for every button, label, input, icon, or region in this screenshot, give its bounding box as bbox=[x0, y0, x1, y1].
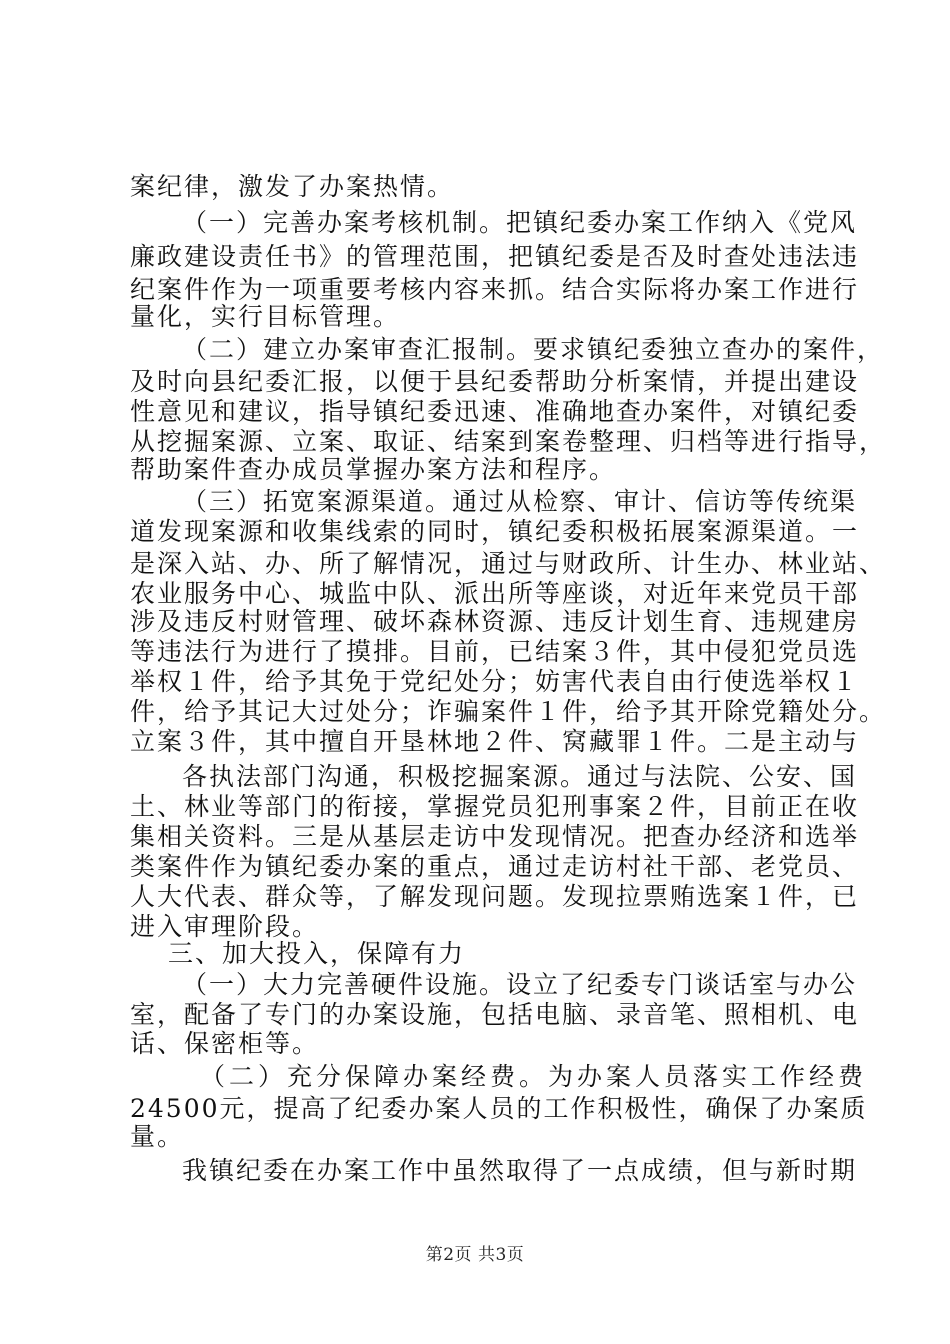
text-line: 案纪律，激发了办案热情。 bbox=[130, 172, 455, 201]
text-line: 24500元，提高了纪委办案人员的工作积极性，确保了办案质 bbox=[130, 1094, 868, 1123]
page-footer: 第2页 共3页 bbox=[425, 1245, 525, 1265]
paragraph-line: （二）建立办案审查汇报制。要求镇纪委独立查办的案件， bbox=[182, 335, 885, 364]
text-line: 土、林业等部门的衔接，掌握党员犯刑事案２件，目前正在收 bbox=[130, 792, 860, 821]
text-line: 农业服务中心、城监中队、派出所等座谈，对近年来党员干部 bbox=[130, 579, 860, 608]
text-line: 集相关资料。三是从基层走访中发现情况。把查办经济和选举 bbox=[130, 822, 860, 851]
text-line: 量化，实行目标管理。 bbox=[130, 302, 401, 331]
paragraph-line: （二）充分保障办案经费。为办案人员落实工作经费 bbox=[200, 1062, 868, 1091]
text-line: 性意见和建议，指导镇纪委迅速、准确地查办案件，对镇纪委 bbox=[130, 397, 860, 426]
text-line: 是深入站、办、所了解情况，通过与财政所、计生办、林业站、 bbox=[130, 549, 887, 578]
text-line: 道发现案源和收集线索的同时，镇纪委积极拓展案源渠道。一 bbox=[130, 517, 860, 546]
text-line: 室，配备了专门的办案设施，包括电脑、录音笔、照相机、电 bbox=[130, 1000, 860, 1029]
text-line: 立案３件，其中擅自开垦林地２件、窝藏罪１件。二是主动与 bbox=[130, 727, 860, 756]
text-line: 及时向县纪委汇报，以便于县纪委帮助分析案情，并提出建设 bbox=[130, 367, 860, 396]
text-line: 量。 bbox=[130, 1122, 185, 1151]
paragraph-line: 各执法部门沟通，积极挖掘案源。通过与法院、公安、国 bbox=[182, 762, 858, 791]
section-heading: 三、加大投入，保障有力 bbox=[168, 939, 466, 968]
paragraph-line: （一）大力完善硬件设施。设立了纪委专门谈话室与办公 bbox=[182, 970, 858, 999]
paragraph-line: （一）完善办案考核机制。把镇纪委办案工作纳入《党风 bbox=[182, 208, 858, 237]
text-line: 举权１件，给予其免于党纪处分；妨害代表自由行使选举权１ bbox=[130, 667, 860, 696]
text-line: 件，给予其记大过处分；诈骗案件１件，给予其开除党籍处分。 bbox=[130, 697, 887, 726]
text-line: 话、保密柜等。 bbox=[130, 1029, 320, 1058]
text-line: 帮助案件查办成员掌握办案方法和程序。 bbox=[130, 455, 617, 484]
paragraph-line: 我镇纪委在办案工作中虽然取得了一点成绩，但与新时期 bbox=[182, 1156, 858, 1185]
text-line: 廉政建设责任书》的管理范围，把镇纪委是否及时查处违法违 bbox=[130, 242, 860, 271]
text-line: 涉及违反村财管理、破坏森林资源、违反计划生育、违规建房 bbox=[130, 607, 860, 636]
text-line: 从挖掘案源、立案、取证、结案到案卷整理、归档等进行指导， bbox=[130, 427, 887, 456]
text-line: 人大代表、群众等，了解发现问题。发现拉票贿选案１件，已 bbox=[130, 882, 860, 911]
text-line: 进入审理阶段。 bbox=[130, 912, 320, 941]
text-line: 纪案件作为一项重要考核内容来抓。结合实际将办案工作进行 bbox=[130, 275, 860, 304]
text-line: 类案件作为镇纪委办案的重点，通过走访村社干部、老党员、 bbox=[130, 852, 860, 881]
paragraph-line: （三）拓宽案源渠道。通过从检察、审计、信访等传统渠 bbox=[182, 487, 858, 516]
text-line: 等违法行为进行了摸排。目前，已结案３件，其中侵犯党员选 bbox=[130, 637, 860, 666]
